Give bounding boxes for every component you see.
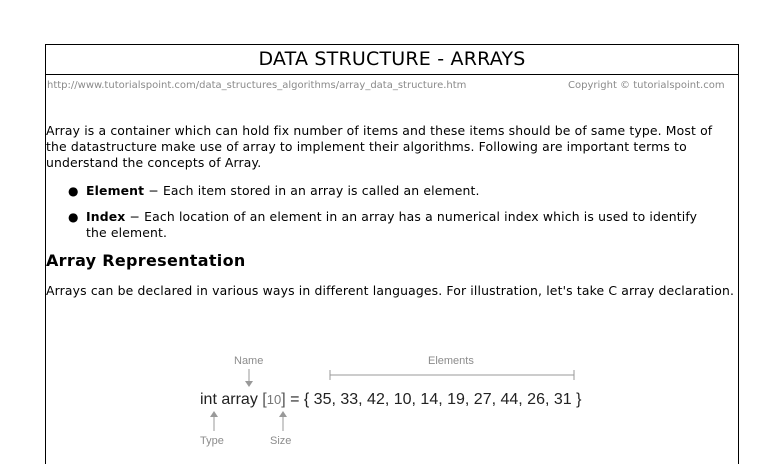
bullet-icon: ●	[68, 184, 79, 198]
code-bracket-close: ]	[281, 391, 286, 408]
type-label: Type	[200, 435, 224, 447]
name-label: Name	[234, 355, 264, 367]
code-name: array	[221, 391, 258, 408]
bullet-icon: ●	[68, 210, 79, 224]
term-name: Index	[86, 209, 126, 224]
code-type: int	[200, 391, 217, 408]
article-body	[46, 123, 736, 299]
section-paragraph: Arrays can be declared in various ways in different languages. For illustration, let's take C array declaration.	[46, 283, 735, 298]
document-frame	[45, 44, 739, 464]
title-bar	[46, 45, 738, 75]
code-size: 10	[266, 392, 282, 407]
term-description: − Each location of an element in an array has a numerical index which is used to identify the element.	[86, 209, 698, 240]
list-item	[68, 209, 736, 241]
elements-label: Elements	[428, 355, 474, 367]
list-item	[68, 183, 736, 199]
term-description: − Each item stored in an array is called an element.	[148, 183, 480, 198]
section-heading: Array Representation	[46, 251, 246, 270]
intro-paragraph: Array is a container which can hold fix number of items and these items should be of same type. Most of the datastructure make use of array to implement their algorithms. Following are important terms to understand the concepts of Array.	[46, 123, 713, 170]
terms-list	[46, 183, 736, 241]
code-bracket-open: [	[262, 391, 267, 408]
declaration-code	[200, 391, 581, 409]
array-declaration-diagram	[196, 351, 636, 451]
page-title: DATA STRUCTURE - ARRAYS	[258, 48, 526, 70]
term-name: Element	[86, 183, 145, 198]
source-url[interactable]: http://www.tutorialspoint.com/data_structures_algorithms/array_data_structure.htm	[47, 80, 467, 91]
size-label: Size	[270, 435, 292, 447]
code-values: = { 35, 33, 42, 10, 14, 19, 27, 44, 26, 31 }	[290, 391, 582, 408]
copyright-notice: Copyright © tutorialspoint.com	[568, 80, 725, 91]
